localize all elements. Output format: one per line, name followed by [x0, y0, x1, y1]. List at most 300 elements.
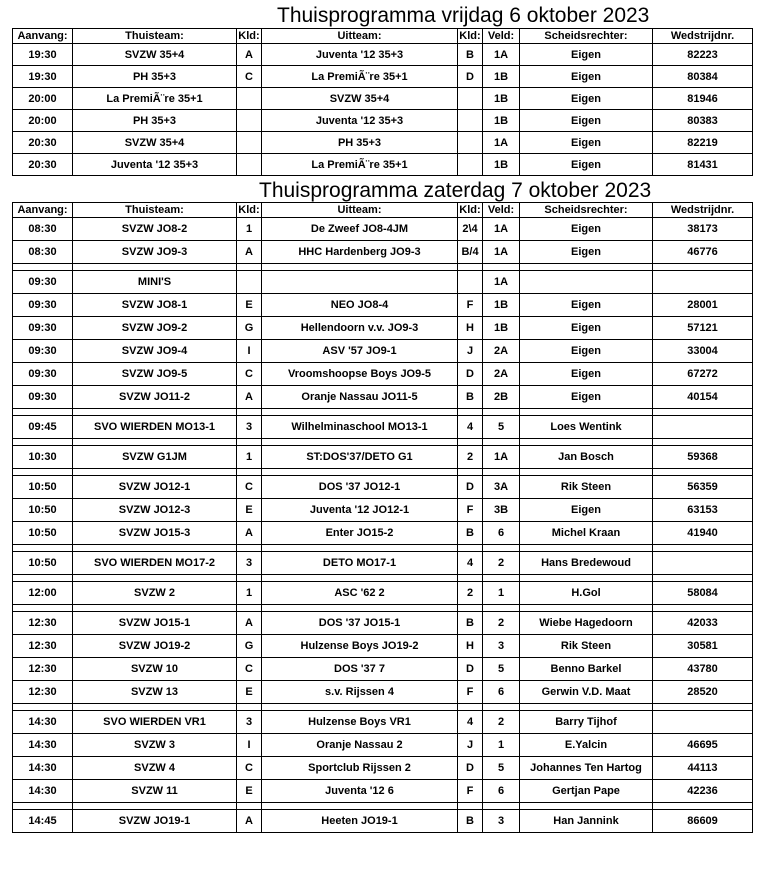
table-cell: HHC Hardenberg JO9-3: [262, 241, 458, 264]
table-cell: Enter JO15-2: [262, 522, 458, 545]
table-cell: ASV '57 JO9-1: [262, 340, 458, 363]
table-cell: Wilhelminaschool MO13-1: [262, 416, 458, 439]
table-cell: 5: [483, 416, 520, 439]
spacer-cell: [13, 439, 73, 446]
table-cell: B: [458, 44, 483, 66]
spacer-cell: [262, 545, 458, 552]
table-cell: 67272: [653, 363, 753, 386]
spacer-cell: [653, 264, 753, 271]
spacer-cell: [653, 575, 753, 582]
table-cell: 09:30: [13, 386, 73, 409]
spacer-cell: [13, 545, 73, 552]
spacer-cell: [237, 803, 262, 810]
match-row: [13, 635, 753, 658]
table-cell: Benno Barkel: [520, 658, 653, 681]
table-cell: 1A: [483, 132, 520, 154]
match-row: [13, 734, 753, 757]
spacer-cell: [483, 704, 520, 711]
table-cell: DOS '37 7: [262, 658, 458, 681]
table-cell: Barry Tijhof: [520, 711, 653, 734]
table-cell: E: [237, 681, 262, 704]
table-cell: [653, 552, 753, 575]
column-header: Scheidsrechter:: [520, 203, 653, 218]
table-cell: 09:45: [13, 416, 73, 439]
column-header: Wedstrijdnr.: [653, 29, 753, 44]
table-cell: F: [458, 780, 483, 803]
column-header: Uitteam:: [262, 29, 458, 44]
spacer-cell: [520, 803, 653, 810]
table-cell: 2: [483, 612, 520, 635]
table-cell: De Zweef JO8-4JM: [262, 218, 458, 241]
table-cell: 43780: [653, 658, 753, 681]
table-cell: E: [237, 780, 262, 803]
table-cell: 09:30: [13, 340, 73, 363]
table-cell: D: [458, 66, 483, 88]
match-row: [13, 780, 753, 803]
spacer-cell: [483, 439, 520, 446]
table-cell: SVZW 2: [73, 582, 237, 605]
table-cell: 1A: [483, 44, 520, 66]
column-header: Aanvang:: [13, 29, 73, 44]
table-cell: Juventa '12 JO12-1: [262, 499, 458, 522]
table-cell: 40154: [653, 386, 753, 409]
spacer-cell: [237, 264, 262, 271]
table-cell: 1: [237, 218, 262, 241]
table-cell: 4: [458, 711, 483, 734]
table-cell: 3: [483, 810, 520, 833]
table-cell: A: [237, 44, 262, 66]
table-cell: 46776: [653, 241, 753, 264]
match-row: [13, 522, 753, 545]
spacer-row: [13, 439, 753, 446]
spacer-cell: [653, 439, 753, 446]
table-cell: [237, 88, 262, 110]
table-cell: 81946: [653, 88, 753, 110]
spacer-cell: [73, 575, 237, 582]
table-cell: SVZW JO9-4: [73, 340, 237, 363]
table-cell: 09:30: [13, 294, 73, 317]
table-cell: Rik Steen: [520, 635, 653, 658]
table-cell: 3: [237, 552, 262, 575]
spacer-cell: [520, 439, 653, 446]
spacer-cell: [73, 545, 237, 552]
spacer-cell: [483, 469, 520, 476]
table-cell: SVZW 11: [73, 780, 237, 803]
table-cell: SVZW JO9-5: [73, 363, 237, 386]
table-cell: SVZW JO9-2: [73, 317, 237, 340]
spacer-cell: [458, 409, 483, 416]
spacer-cell: [458, 264, 483, 271]
table-cell: Hellendoorn v.v. JO9-3: [262, 317, 458, 340]
table-cell: A: [237, 522, 262, 545]
table-cell: F: [458, 499, 483, 522]
match-row: [13, 66, 753, 88]
table-cell: 1: [237, 446, 262, 469]
table-cell: Hulzense Boys VR1: [262, 711, 458, 734]
table-cell: DETO MO17-1: [262, 552, 458, 575]
table-cell: DOS '37 JO15-1: [262, 612, 458, 635]
match-row: [13, 386, 753, 409]
table-cell: 10:30: [13, 446, 73, 469]
table-cell: [458, 110, 483, 132]
table-cell: A: [237, 241, 262, 264]
table-cell: Gerwin V.D. Maat: [520, 681, 653, 704]
spacer-cell: [13, 803, 73, 810]
table-cell: Eigen: [520, 66, 653, 88]
table-cell: 6: [483, 780, 520, 803]
table-cell: SVZW 35+4: [262, 88, 458, 110]
match-row: [13, 810, 753, 833]
table-cell: 10:50: [13, 499, 73, 522]
table-cell: PH 35+3: [73, 110, 237, 132]
table-cell: 1: [483, 582, 520, 605]
table-cell: 1A: [483, 271, 520, 294]
spacer-cell: [520, 264, 653, 271]
spacer-cell: [483, 264, 520, 271]
spacer-cell: [520, 469, 653, 476]
table-cell: Oranje Nassau 2: [262, 734, 458, 757]
table-cell: 14:30: [13, 757, 73, 780]
table-cell: E.Yalcin: [520, 734, 653, 757]
table-cell: 1A: [483, 446, 520, 469]
table-cell: ASC '62 2: [262, 582, 458, 605]
table-cell: 4: [458, 552, 483, 575]
spacer-row: [13, 264, 753, 271]
match-row: [13, 271, 753, 294]
table-cell: ST:DOS'37/DETO G1: [262, 446, 458, 469]
table-cell: 12:30: [13, 681, 73, 704]
spacer-cell: [237, 409, 262, 416]
spacer-cell: [262, 469, 458, 476]
table-cell: SVZW JO8-2: [73, 218, 237, 241]
match-row: [13, 44, 753, 66]
spacer-row: [13, 545, 753, 552]
table-cell: 41940: [653, 522, 753, 545]
table-cell: 46695: [653, 734, 753, 757]
table-cell: C: [237, 757, 262, 780]
table-cell: A: [237, 810, 262, 833]
table-cell: 12:30: [13, 612, 73, 635]
spacer-cell: [262, 605, 458, 612]
column-header: Scheidsrechter:: [520, 29, 653, 44]
table-cell: 44113: [653, 757, 753, 780]
column-header: Veld:: [483, 203, 520, 218]
spacer-cell: [653, 605, 753, 612]
match-row: [13, 241, 753, 264]
friday-header-row: [13, 29, 753, 44]
column-header: Veld:: [483, 29, 520, 44]
table-cell: Eigen: [520, 44, 653, 66]
match-row: [13, 612, 753, 635]
table-cell: Eigen: [520, 88, 653, 110]
saturday-header-row: [13, 203, 753, 218]
table-cell: Loes Wentink: [520, 416, 653, 439]
table-cell: 81431: [653, 154, 753, 176]
match-row: [13, 340, 753, 363]
table-cell: Eigen: [520, 363, 653, 386]
table-cell: 2B: [483, 386, 520, 409]
spacer-cell: [483, 803, 520, 810]
spacer-cell: [653, 545, 753, 552]
table-cell: PH 35+3: [73, 66, 237, 88]
spacer-cell: [13, 605, 73, 612]
match-row: [13, 154, 753, 176]
spacer-cell: [73, 605, 237, 612]
table-cell: A: [237, 386, 262, 409]
table-cell: H.Gol: [520, 582, 653, 605]
table-cell: G: [237, 635, 262, 658]
column-header: Kld:: [459, 204, 481, 216]
spacer-cell: [262, 704, 458, 711]
table-cell: 12:30: [13, 635, 73, 658]
table-cell: 86609: [653, 810, 753, 833]
spacer-cell: [458, 469, 483, 476]
table-cell: Johannes Ten Hartog: [520, 757, 653, 780]
table-cell: 80384: [653, 66, 753, 88]
table-cell: SVZW JO12-1: [73, 476, 237, 499]
table-cell: Eigen: [520, 294, 653, 317]
table-cell: [458, 271, 483, 294]
table-cell: 20:30: [13, 154, 73, 176]
column-header: Thuisteam:: [73, 29, 237, 44]
table-cell: 42033: [653, 612, 753, 635]
table-cell: Juventa '12 35+3: [262, 44, 458, 66]
spacer-cell: [458, 575, 483, 582]
spacer-row: [13, 803, 753, 810]
spacer-cell: [262, 575, 458, 582]
table-cell: 19:30: [13, 44, 73, 66]
spacer-cell: [13, 575, 73, 582]
match-row: [13, 757, 753, 780]
table-cell: La PremiÃ¨re 35+1: [262, 66, 458, 88]
column-header: Uitteam:: [262, 203, 458, 218]
spacer-cell: [73, 803, 237, 810]
table-cell: Rik Steen: [520, 476, 653, 499]
spacer-cell: [458, 605, 483, 612]
spacer-cell: [262, 264, 458, 271]
table-cell: [237, 271, 262, 294]
table-cell: Juventa '12 35+3: [73, 154, 237, 176]
table-cell: F: [458, 294, 483, 317]
match-row: [13, 658, 753, 681]
match-row: [13, 110, 753, 132]
match-row: [13, 416, 753, 439]
table-cell: Eigen: [520, 317, 653, 340]
table-cell: D: [458, 363, 483, 386]
table-cell: 80383: [653, 110, 753, 132]
table-cell: DOS '37 JO12-1: [262, 476, 458, 499]
table-cell: [237, 110, 262, 132]
table-cell: J: [458, 734, 483, 757]
table-cell: Heeten JO19-1: [262, 810, 458, 833]
table-cell: J: [458, 340, 483, 363]
spacer-cell: [458, 545, 483, 552]
match-row: [13, 88, 753, 110]
table-cell: B: [458, 612, 483, 635]
table-cell: D: [458, 658, 483, 681]
spacer-cell: [237, 704, 262, 711]
spacer-row: [13, 409, 753, 416]
table-cell: 3: [483, 635, 520, 658]
table-cell: 82219: [653, 132, 753, 154]
table-cell: Eigen: [520, 110, 653, 132]
table-cell: 59368: [653, 446, 753, 469]
table-cell: SVZW JO15-3: [73, 522, 237, 545]
table-cell: G: [237, 317, 262, 340]
spacer-row: [13, 575, 753, 582]
column-header: Aanvang:: [13, 203, 73, 218]
spacer-cell: [73, 439, 237, 446]
table-cell: [520, 271, 653, 294]
match-row: [13, 317, 753, 340]
table-cell: 56359: [653, 476, 753, 499]
table-cell: Eigen: [520, 218, 653, 241]
table-cell: 38173: [653, 218, 753, 241]
table-cell: 5: [483, 757, 520, 780]
table-cell: D: [458, 476, 483, 499]
column-header: Wedstrijdnr.: [653, 203, 753, 218]
spacer-cell: [262, 439, 458, 446]
table-cell: 28520: [653, 681, 753, 704]
table-cell: 1B: [483, 88, 520, 110]
table-cell: 12:30: [13, 658, 73, 681]
table-cell: SVZW JO11-2: [73, 386, 237, 409]
table-cell: SVZW JO9-3: [73, 241, 237, 264]
table-cell: 28001: [653, 294, 753, 317]
spacer-cell: [73, 704, 237, 711]
table-cell: SVO WIERDEN MO17-2: [73, 552, 237, 575]
table-cell: I: [237, 340, 262, 363]
column-header: Thuisteam:: [73, 203, 237, 218]
table-cell: B: [458, 810, 483, 833]
table-cell: 57121: [653, 317, 753, 340]
table-cell: 33004: [653, 340, 753, 363]
table-cell: 6: [483, 522, 520, 545]
table-cell: SVZW 35+4: [73, 132, 237, 154]
table-cell: 14:30: [13, 734, 73, 757]
table-cell: Gertjan Pape: [520, 780, 653, 803]
match-row: [13, 132, 753, 154]
table-cell: SVZW JO8-1: [73, 294, 237, 317]
spacer-cell: [520, 605, 653, 612]
table-cell: 1B: [483, 317, 520, 340]
table-cell: 1A: [483, 241, 520, 264]
column-header: Kld:: [238, 30, 260, 42]
table-cell: 4: [458, 416, 483, 439]
table-cell: Eigen: [520, 241, 653, 264]
table-cell: SVO WIERDEN MO13-1: [73, 416, 237, 439]
table-cell: Han Jannink: [520, 810, 653, 833]
table-cell: E: [237, 499, 262, 522]
table-cell: 3: [237, 711, 262, 734]
table-cell: [237, 154, 262, 176]
table-cell: 63153: [653, 499, 753, 522]
table-cell: B: [458, 522, 483, 545]
friday-title: Thuisprogramma vrijdag 6 oktober 2023: [277, 4, 650, 27]
table-cell: SVZW 10: [73, 658, 237, 681]
match-row: [13, 476, 753, 499]
table-cell: F: [458, 681, 483, 704]
spacer-row: [13, 469, 753, 476]
table-cell: A: [237, 612, 262, 635]
spacer-cell: [653, 803, 753, 810]
table-cell: [458, 88, 483, 110]
spacer-cell: [262, 409, 458, 416]
table-cell: B: [458, 386, 483, 409]
table-cell: 20:30: [13, 132, 73, 154]
table-cell: I: [237, 734, 262, 757]
spacer-cell: [73, 409, 237, 416]
table-cell: Vroomshoopse Boys JO9-5: [262, 363, 458, 386]
spacer-cell: [13, 409, 73, 416]
table-cell: 5: [483, 658, 520, 681]
table-cell: 12:00: [13, 582, 73, 605]
table-cell: 1: [237, 582, 262, 605]
table-cell: [237, 132, 262, 154]
table-cell: [458, 154, 483, 176]
table-cell: Hans Bredewoud: [520, 552, 653, 575]
spacer-cell: [13, 704, 73, 711]
spacer-cell: [237, 575, 262, 582]
match-row: [13, 363, 753, 386]
table-cell: 08:30: [13, 218, 73, 241]
table-cell: 1B: [483, 154, 520, 176]
spacer-cell: [458, 439, 483, 446]
table-cell: 10:50: [13, 552, 73, 575]
match-row: [13, 218, 753, 241]
table-cell: SVZW JO19-2: [73, 635, 237, 658]
match-row: [13, 582, 753, 605]
table-cell: 2A: [483, 363, 520, 386]
table-cell: Eigen: [520, 499, 653, 522]
table-cell: SVZW JO12-3: [73, 499, 237, 522]
spacer-cell: [483, 409, 520, 416]
table-cell: 2: [458, 582, 483, 605]
table-cell: 30581: [653, 635, 753, 658]
spacer-cell: [458, 704, 483, 711]
table-cell: SVZW 3: [73, 734, 237, 757]
table-cell: 2A: [483, 340, 520, 363]
saturday-title: Thuisprogramma zaterdag 7 oktober 2023: [259, 179, 652, 202]
table-cell: 14:30: [13, 711, 73, 734]
saturday-schedule-table: [12, 202, 753, 833]
table-cell: 2: [458, 446, 483, 469]
table-cell: E: [237, 294, 262, 317]
table-cell: Eigen: [520, 386, 653, 409]
table-cell: H: [458, 635, 483, 658]
table-cell: 1B: [483, 294, 520, 317]
table-cell: 10:50: [13, 476, 73, 499]
table-cell: 08:30: [13, 241, 73, 264]
table-cell: 20:00: [13, 110, 73, 132]
spacer-cell: [237, 605, 262, 612]
table-cell: La PremiÃ¨re 35+1: [262, 154, 458, 176]
match-row: [13, 552, 753, 575]
table-cell: SVZW G1JM: [73, 446, 237, 469]
spacer-cell: [520, 545, 653, 552]
spacer-cell: [653, 469, 753, 476]
table-cell: 1A: [483, 218, 520, 241]
spacer-cell: [653, 409, 753, 416]
table-cell: 1B: [483, 66, 520, 88]
table-cell: 10:50: [13, 522, 73, 545]
column-header: Kld:: [459, 30, 481, 42]
table-cell: 09:30: [13, 271, 73, 294]
table-cell: Eigen: [520, 340, 653, 363]
spacer-cell: [73, 264, 237, 271]
table-cell: Hulzense Boys JO19-2: [262, 635, 458, 658]
spacer-cell: [483, 605, 520, 612]
